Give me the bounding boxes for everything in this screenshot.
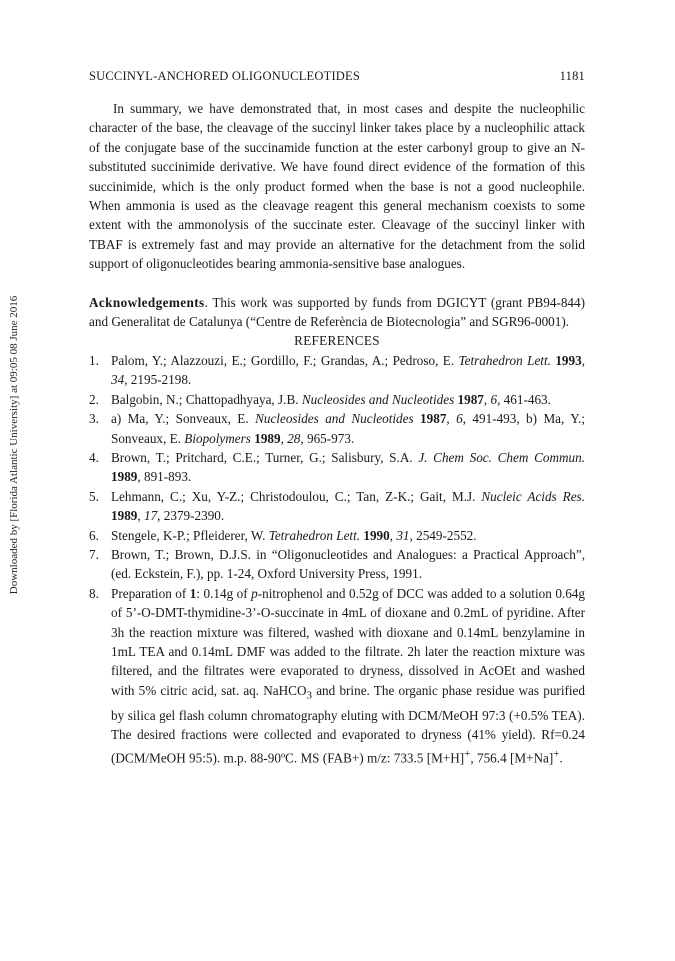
- reference-number: 3.: [89, 411, 99, 427]
- references-title: REFERENCES: [294, 333, 380, 349]
- acknowledgements-text: . This work was supported by funds from DGICYT (grant PB94-844) and Generalitat de Catalunya (“Centre de Referència de Biotecnologia” and SGR96-0001).: [89, 294, 585, 330]
- page-body: [89, 99, 585, 767]
- running-title: SUCCINYL-ANCHORED OLIGONUCLEOTIDES: [89, 69, 361, 83]
- acknowledgements-paragraph: [89, 293, 585, 332]
- references-list: [89, 351, 585, 768]
- acknowledgements-heading: Acknowledgements: [89, 294, 205, 310]
- reference-number: 8.: [89, 585, 99, 601]
- reference-number: 4.: [89, 449, 99, 465]
- reference-item: 3. a) Ma, Y.; Sonveaux, E. Nucleosides and Nucleotides 1987, 6, 491-493, b) Ma, Y.; Sonveaux, E. Biopolymers 1989, 28, 965-973.: [89, 411, 586, 446]
- reference-item: 5. Lehmann, C.; Xu, Y-Z.; Christodoulou, C.; Tan, Z-K.; Gait, M.J. Nucleic Acids Res. 1989, 17, 2379-2390.: [89, 488, 585, 524]
- summary-paragraph: In summary, we have demonstrated that, in most cases and despite the nucleophilic character of the base, the cleavage of the succinyl linker takes place by a nucleophilic attack of the conjugate base of the succinamide function at the ester carbonyl group to give an N-substituted succinimide derivative. We have found direct evidence of the formation of this succinimide, which is the only product formed when the base is not a good nucleophile. When ammonia is used as the cleavage reagent this general mechanism coexists to some extent with the ammonolysis of the succinate ester. Cleavage of the succinyl linker with TBAF is extremely fast and may provide an alternative for the detachment from the solid support of oligonucleotides bearing ammonia-sensitive base analogues.: [89, 101, 585, 272]
- reference-item: 2. Balgobin, N.; Chattopadhyaya, J.B. Nucleosides and Nucleotides 1987, 6, 461-463.: [89, 390, 585, 409]
- reference-number: 2.: [89, 391, 99, 407]
- reference-item: 4. Brown, T.; Pritchard, C.E.; Turner, G.; Salisbury, S.A. J. Chem Soc. Chem Commun. 1989, 891-893.: [89, 449, 585, 485]
- reference-item: 1. Palom, Y.; Alazzouzi, E.; Gordillo, F.; Grandas, A.; Pedroso, E. Tetrahedron Lett. 1993, 34, 2195-2198.: [89, 352, 585, 388]
- page-number: 1181: [559, 69, 585, 83]
- download-note: Downloaded by [Florida Atlantic University] at 09:05 08 June 2016: [8, 295, 20, 595]
- reference-number: 6.: [89, 527, 99, 543]
- download-watermark: [0, 225, 28, 665]
- reference-number: 1.: [89, 352, 99, 368]
- reference-item: 6. Stengele, K-P.; Pfleiderer, W. Tetrahedron Lett. 1990, 31, 2549-2552.: [89, 526, 585, 545]
- reference-item: 8. Preparation of 1: 0.14g of p-nitrophenol and 0.52g of DCC was added to a solution 0.64g of 5’-O-DMT-thymidine-3’-O-succinate in 4mL of dioxane and 0.2mL of pyridine. After 3h the reaction mixture was filtered, washed with dioxane and 0.14mL benzylamine in 1mL TEA and 0.14mL DMF was added to the filtrate. 2h later the reaction mixture was filtered, and the filtrates were evaporated to dryness, dissolved in AcOEt and washed with 5% citric acid, sat. aq. NaHCO$_3$ and brine. The organic phase residue was purified by silica gel flash column chromatography eluting with DCM/MeOH 97:3 (+0.5% TEA). The desired fractions were collected and evaporated to dryness (41% yield). Rf=0.24 (DCM/MeOH 95:5). m.p. 88-90ºC. MS (FAB+) m/z: 733.5 [M+H]+, 756.4 [M+Na]+.: [89, 585, 585, 766]
- reference-number: 5.: [89, 488, 99, 504]
- running-header: [89, 69, 585, 84]
- reference-number: 7.: [89, 546, 99, 562]
- reference-item: 7. Brown, T.; Brown, D.J.S. in “Oligonucleotides and Analogues: a Practical Approach”, (ed. Eckstein, F.), pp. 1-24, Oxford University Press, 1991.: [89, 546, 585, 582]
